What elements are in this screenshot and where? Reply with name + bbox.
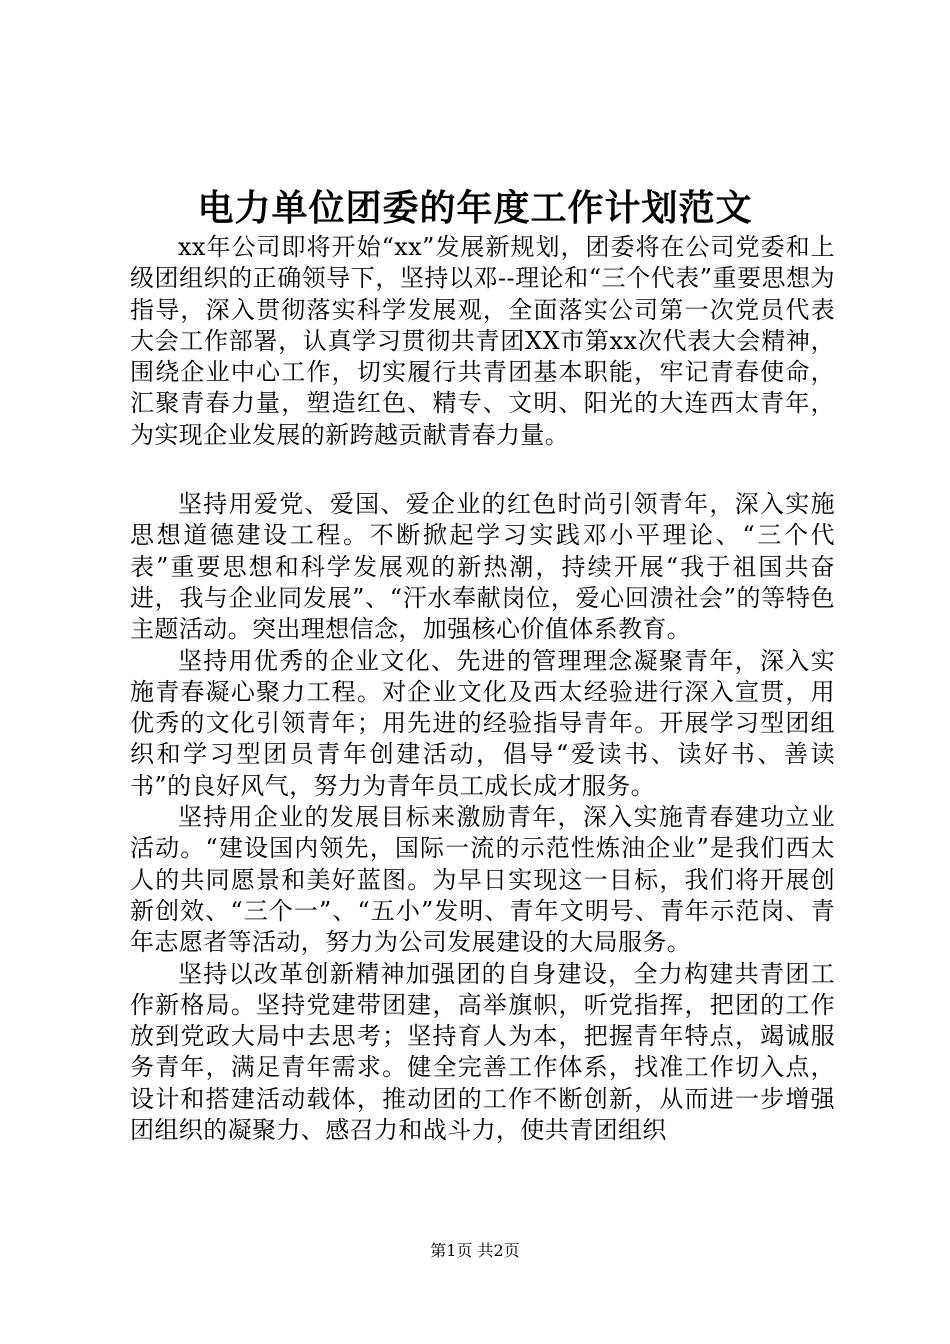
paragraph-ideology: 坚持用爱党、爱国、爱企业的红色时尚引领青年，深入实施思想道德建设工程。不断掀起学习实践邓小平理论、“三个代表”重要思想和科学发展观的新热潮，持续开展“我于祖国共奋进，我与企业同发展”、“汗水奉献岗位，爱心回溃社会”的等特色主题活动。突出理想信念，加强核心价值体系教育。 [130,490,835,644]
paragraph-intro: xx年公司即将开始“xx”发展新规划，团委将在公司党委和上级团组织的正确领导下，坚持以邓--理论和“三个代表”重要思想为指导，深入贯彻落实科学发展观，全面落实公司第一次党员代表大会工作部署，认真学习贯彻共青团XX市第xx次代表大会精神，围绕企业中心工作，切实履行共青团基本职能，牢记青春使命，汇聚青春力量，塑造红色、精专、文明、阳光的大连西太青年，为实现企业发展的新跨越贡献青春力量。 [130,233,835,449]
page-footer: 第1页 共2页 [430,1241,520,1260]
paragraph-reform: 坚持以改革创新精神加强团的自身建设，全力构建共青团工作新格局。坚持党建带团建，高举旗帜，听党指挥，把团的工作放到党政大局中去思考；坚持育人为本，把握青年特点，竭诚服务青年，满足青年需求。健全完善工作体系，找准工作切入点，设计和搭建活动载体，推动团的工作不断创新，从而进一步增强团组织的凝聚力、感召力和战斗力，使共青团组织 [130,959,835,1145]
paragraph-culture: 坚持用优秀的企业文化、先进的管理理念凝聚青年，深入实施青春凝心聚力工程。对企业文化及西太经验进行深入宣贯，用优秀的文化引领青年；用先进的经验指导青年。开展学习型团组织和学习型团员青年创建活动，倡导“爱读书、读好书、善读书”的良好风气，努力为青年员工成长成才服务。 [130,646,835,800]
paragraph-goals: 坚持用企业的发展目标来激励青年，深入实施青春建功立业活动。“建设国内领先，国际一流的示范性炼油企业”是我们西太人的共同愿景和美好蓝图。为早日实现这一目标，我们将开展创新创效、“三个一”、“五小”发明、青年文明号、青年示范岗、青年志愿者等活动，努力为公司发展建设的大局服务。 [130,803,835,957]
document-body [130,232,835,1146]
document-title: 电力单位团委的年度工作计划范文 [197,187,753,229]
